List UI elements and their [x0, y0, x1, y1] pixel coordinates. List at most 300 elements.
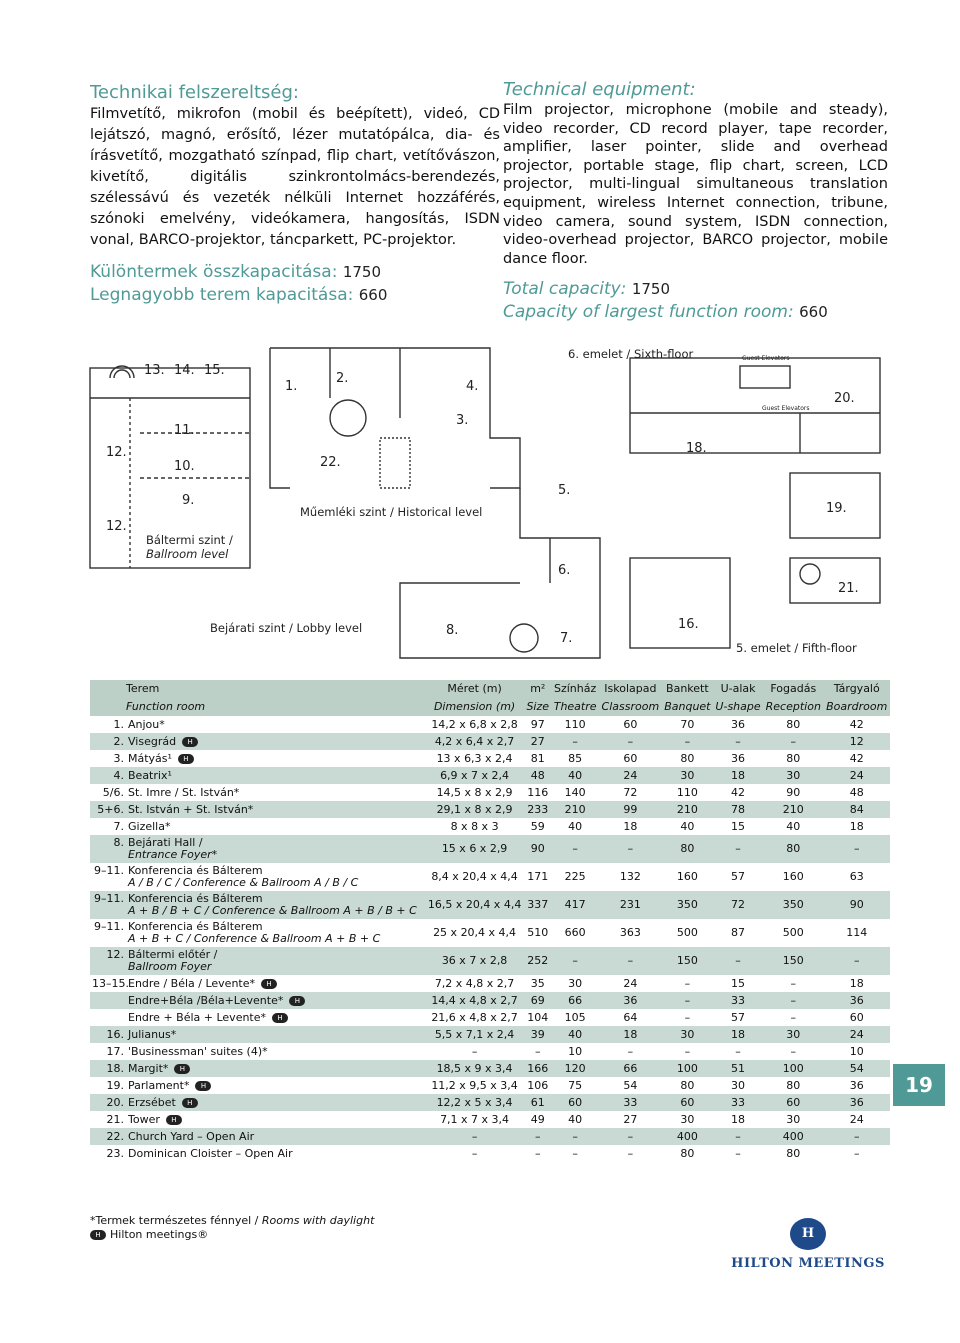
room-label-2: 2. [336, 371, 349, 386]
table-header-hu [90, 680, 890, 698]
cell-cl: 36 [599, 992, 662, 1009]
cell-u: – [713, 1043, 763, 1060]
historical-level-label: Műemléki szint / Historical level [300, 505, 483, 519]
cell-bo: – [823, 1128, 890, 1145]
cell-ba: 80 [662, 1145, 713, 1162]
cell-cl: – [599, 947, 662, 975]
cell-bo: 36 [823, 992, 890, 1009]
cell-u: 36 [713, 716, 763, 733]
cell-ba: 30 [662, 767, 713, 784]
cell-room [90, 1094, 425, 1111]
cell-ba: 400 [662, 1128, 713, 1145]
cell-dim: 7,2 x 4,8 x 2,7 [425, 975, 524, 992]
row-room-name: St. István + St. István* [128, 802, 254, 816]
cell-u: 87 [713, 919, 763, 947]
row-room-name: Endre + Béla + Levente* [128, 1010, 267, 1024]
table-header-en [90, 698, 890, 716]
table-row [90, 1026, 890, 1043]
cell-bo: 42 [823, 750, 890, 767]
cell-th: 417 [551, 891, 599, 919]
cell-m2: 27 [524, 733, 551, 750]
cell-re: 80 [763, 750, 823, 767]
row-room-name: Parlament* [128, 1078, 190, 1092]
cell-ba: 80 [662, 750, 713, 767]
hungarian-section [90, 82, 500, 307]
cell-m2: 61 [524, 1094, 551, 1111]
cell-m2: 90 [524, 835, 551, 863]
cell-th: 30 [551, 975, 599, 992]
cell-dim: 21,6 x 4,8 x 2,7 [425, 1009, 524, 1026]
cell-cl: 231 [599, 891, 662, 919]
room-label-22: 22. [320, 455, 341, 470]
cell-cl: 66 [599, 1060, 662, 1077]
cell-u: 18 [713, 767, 763, 784]
row-room-name: Visegrád [128, 734, 177, 748]
row-number: 21. [106, 1112, 124, 1126]
row-number: 7. [113, 819, 124, 833]
cell-u: – [713, 1145, 763, 1162]
row-number: 13–15. [92, 976, 129, 990]
row-number: 23. [106, 1146, 124, 1160]
row-room-name: Dominican Cloister – Open Air [128, 1146, 293, 1160]
cell-room [90, 891, 425, 919]
cell-dim: 14,5 x 8 x 2,9 [425, 784, 524, 801]
cell-bo: – [823, 947, 890, 975]
cell-th: 660 [551, 919, 599, 947]
row-number: 22. [106, 1129, 124, 1143]
cell-cl: – [599, 835, 662, 863]
cell-re: 500 [763, 919, 823, 947]
cell-dim: 36 x 7 x 2,8 [425, 947, 524, 975]
cell-ba: 110 [662, 784, 713, 801]
cell-dim: 25 x 20,4 x 4,4 [425, 919, 524, 947]
col-room: Terem [90, 680, 425, 698]
footnote-daylight-hu: *Termek természetes fénnyel / [90, 1214, 259, 1227]
table-row [90, 818, 890, 835]
cell-u: 33 [713, 1094, 763, 1111]
cell-u: – [713, 733, 763, 750]
hu-total-value: 1750 [342, 263, 382, 281]
cell-m2: 48 [524, 767, 551, 784]
cell-bo: 63 [823, 863, 890, 891]
cell-th: 40 [551, 1111, 599, 1128]
table-row [90, 891, 890, 919]
cell-cl: 18 [599, 1026, 662, 1043]
cell-ba: 100 [662, 1060, 713, 1077]
room-label-19: 19. [826, 501, 847, 516]
capacity-table [90, 680, 890, 1162]
cell-room [90, 767, 425, 784]
cell-dim: 11,2 x 9,5 x 3,4 [425, 1077, 524, 1094]
cell-u: 78 [713, 801, 763, 818]
hilton-meetings-icon: H [261, 979, 277, 989]
cell-bo: 90 [823, 891, 890, 919]
cell-cl: 363 [599, 919, 662, 947]
row-room-name: Margit* [128, 1061, 169, 1075]
cell-ba: 210 [662, 801, 713, 818]
table-row [90, 992, 890, 1009]
cell-ba: 80 [662, 835, 713, 863]
row-number: 19. [106, 1078, 124, 1092]
cell-re: – [763, 1043, 823, 1060]
cell-room [90, 863, 425, 891]
row-number: 1. [113, 717, 124, 731]
cell-u: 42 [713, 784, 763, 801]
cell-u: 15 [713, 975, 763, 992]
cell-th: – [551, 947, 599, 975]
room-label-21: 21. [838, 581, 859, 596]
cell-dim: 6,9 x 7 x 2,4 [425, 767, 524, 784]
cell-th: 60 [551, 1094, 599, 1111]
col-reception: Fogadás [763, 680, 823, 698]
guest-elevators-label-mid: Guest Elevators [762, 405, 810, 412]
cell-dim: 16,5 x 20,4 x 4,4 [425, 891, 524, 919]
en-capacity [503, 278, 888, 324]
row-room-name: 'Businessman' suites (4)* [128, 1044, 268, 1058]
col-room-en: Function room [90, 698, 425, 716]
cell-bo: 18 [823, 975, 890, 992]
cell-m2: 252 [524, 947, 551, 975]
cell-re: – [763, 992, 823, 1009]
cell-re: 160 [763, 863, 823, 891]
cell-u: – [713, 947, 763, 975]
en-total-label: Total capacity: [503, 279, 627, 300]
cell-room [90, 919, 425, 947]
cell-bo: 24 [823, 1026, 890, 1043]
cell-cl: 60 [599, 750, 662, 767]
cell-re: 30 [763, 1111, 823, 1128]
table-row [90, 1111, 890, 1128]
cell-th: 105 [551, 1009, 599, 1026]
cell-re: 80 [763, 835, 823, 863]
room-label-5: 5. [558, 483, 571, 498]
cell-re: 100 [763, 1060, 823, 1077]
fifth-floor-label: 5. emelet / Fifth-floor [736, 641, 857, 655]
room-label-14: 14. [174, 363, 195, 378]
col-dimension-en: Dimension (m) [425, 698, 524, 716]
cell-room [90, 1145, 425, 1162]
cell-u: 51 [713, 1060, 763, 1077]
row-room-subname: A + B + C / Conference & Ballroom A + B + C [128, 932, 381, 945]
cell-m2: 35 [524, 975, 551, 992]
historical-level-plan [270, 348, 520, 488]
room-label-15: 15. [204, 363, 225, 378]
table-row [90, 1128, 890, 1145]
room-label-12b: 12. [106, 519, 127, 534]
row-room-subname: A / B / C / Conference & Ballroom A / B / C [128, 876, 359, 889]
cell-re: 400 [763, 1128, 823, 1145]
cell-room [90, 1026, 425, 1043]
ballroom-level-label-hu: Báltermi szint / [146, 533, 233, 547]
cell-ba: 70 [662, 716, 713, 733]
row-number: 16. [106, 1027, 124, 1041]
cell-bo: 54 [823, 1060, 890, 1077]
row-number: 9–11. [94, 920, 124, 933]
row-room-name: Endre+Béla /Béla+Levente* [128, 993, 284, 1007]
row-number: 12. [106, 948, 124, 961]
cell-ba: – [662, 1009, 713, 1026]
row-room-name: St. Imre / St. István* [128, 785, 240, 799]
table-row [90, 919, 890, 947]
cell-re: 80 [763, 716, 823, 733]
row-number: 5/6. [102, 785, 124, 799]
room-label-8: 8. [446, 623, 459, 638]
hilton-meetings-icon: H [272, 1013, 288, 1023]
lobby-level-label: Bejárati szint / Lobby level [210, 621, 363, 635]
table-row [90, 975, 890, 992]
room-label-13: 13. [144, 363, 165, 378]
col-classroom: Iskolapad [599, 680, 662, 698]
cell-dim: 29,1 x 8 x 2,9 [425, 801, 524, 818]
table-row [90, 1145, 890, 1162]
table-row [90, 767, 890, 784]
cell-u: 57 [713, 863, 763, 891]
row-room-subname: Ballroom Foyer [128, 960, 212, 973]
cell-u: 15 [713, 818, 763, 835]
cell-room [90, 1111, 425, 1128]
cell-room [90, 975, 425, 992]
cell-u: 36 [713, 750, 763, 767]
cell-cl: – [599, 1128, 662, 1145]
cell-ba: 60 [662, 1094, 713, 1111]
cell-room [90, 801, 425, 818]
room-label-7: 7. [560, 631, 573, 646]
hilton-logo-icon: H [790, 1218, 826, 1250]
cell-re: 90 [763, 784, 823, 801]
cell-dim: 7,1 x 7 x 3,4 [425, 1111, 524, 1128]
table-row [90, 784, 890, 801]
hilton-meetings-icon: H [289, 996, 305, 1006]
cell-th: – [551, 733, 599, 750]
cell-m2: 510 [524, 919, 551, 947]
cell-bo: 36 [823, 1094, 890, 1111]
col-classroom-en: Classroom [599, 698, 662, 716]
cell-dim: 8 x 8 x 3 [425, 818, 524, 835]
cell-u: 57 [713, 1009, 763, 1026]
cell-cl: 99 [599, 801, 662, 818]
cell-m2: 69 [524, 992, 551, 1009]
footnote-daylight-en: Rooms with daylight [261, 1214, 375, 1227]
cell-ba: 150 [662, 947, 713, 975]
cell-u: – [713, 1128, 763, 1145]
cell-room [90, 733, 425, 750]
row-number: 20. [106, 1095, 124, 1109]
table-row [90, 835, 890, 863]
cell-th: 40 [551, 1026, 599, 1043]
hu-heading: Technikai felszereltség: [90, 82, 299, 103]
row-room-name: Konferencia és Bálterem [128, 892, 263, 905]
room-label-3: 3. [456, 413, 469, 428]
table-row [90, 947, 890, 975]
cell-m2: 81 [524, 750, 551, 767]
row-room-name: Erzsébet [128, 1095, 176, 1109]
cell-cl: 24 [599, 767, 662, 784]
cell-u: 33 [713, 992, 763, 1009]
cell-cl: 64 [599, 1009, 662, 1026]
ballroom-level-label-en: Ballroom level [146, 547, 229, 561]
row-number: 9–11. [94, 864, 124, 877]
cell-room [90, 784, 425, 801]
cell-m2: 49 [524, 1111, 551, 1128]
hilton-meetings-logo [728, 1218, 888, 1271]
cell-ba: – [662, 975, 713, 992]
cell-m2: – [524, 1128, 551, 1145]
footnote-hilton-meetings: Hilton meetings® [110, 1228, 209, 1241]
cell-m2: – [524, 1145, 551, 1162]
table-row [90, 1094, 890, 1111]
cell-room [90, 818, 425, 835]
row-room-name: Gizella* [128, 819, 171, 833]
cell-u: 18 [713, 1026, 763, 1043]
cell-bo: – [823, 1145, 890, 1162]
cell-th: – [551, 835, 599, 863]
cell-room [90, 1060, 425, 1077]
cell-bo: 24 [823, 767, 890, 784]
hilton-meetings-icon: H [166, 1115, 182, 1125]
row-number: 8. [113, 836, 124, 849]
table-row [90, 716, 890, 733]
cell-th: – [551, 1128, 599, 1145]
cell-ba: 30 [662, 1026, 713, 1043]
cell-re: – [763, 1009, 823, 1026]
cell-dim: 8,4 x 20,4 x 4,4 [425, 863, 524, 891]
cell-dim: – [425, 1043, 524, 1060]
room-label-20: 20. [834, 391, 855, 406]
cell-m2: 106 [524, 1077, 551, 1094]
cell-ba: 350 [662, 891, 713, 919]
col-size-en: Size [524, 698, 551, 716]
cell-dim: – [425, 1145, 524, 1162]
cell-m2: 171 [524, 863, 551, 891]
page-number: 19 [893, 1064, 945, 1106]
room-label-16: 16. [678, 617, 699, 632]
cell-m2: 97 [524, 716, 551, 733]
cell-bo: 18 [823, 818, 890, 835]
cell-re: 40 [763, 818, 823, 835]
hu-total-label: Különtermek összkapacitása: [90, 262, 338, 282]
hu-equipment-text: Filmvetítő, mikrofon (mobil és beépített), videó, CD lejátszó, magnó, erősítő, lézer mutatópálca, dia- és írásvetítő, mozgatható színpad, flip chart, vetítővászon, kivetítő, digitális szinkrontolmács-berendezés, szélessávú és vezeték nélküli Internet hozzáférés, szónoki emelvény, videókamera, hangosítás, ISDN vonal, BARCO-projektor, táncparkett, PC-projektor. [90, 106, 500, 248]
cell-re: – [763, 733, 823, 750]
hu-largest-label: Legnagyobb terem kapacitása: [90, 285, 354, 305]
logo-text: HILTON MEETINGS [731, 1256, 885, 1271]
cell-bo: 48 [823, 784, 890, 801]
cell-re: 350 [763, 891, 823, 919]
en-largest-label: Capacity of largest function room: [503, 302, 794, 323]
cell-bo: 36 [823, 1077, 890, 1094]
sixth-floor-label: 6. emelet / Sixth-floor [568, 347, 694, 361]
table-row [90, 1060, 890, 1077]
cell-ba: – [662, 1043, 713, 1060]
en-heading: Technical equipment: [503, 79, 696, 100]
cell-dim: 15 x 6 x 2,9 [425, 835, 524, 863]
cell-room [90, 716, 425, 733]
cell-re: 150 [763, 947, 823, 975]
cell-dim: 14,4 x 4,8 x 2,7 [425, 992, 524, 1009]
cell-m2: 116 [524, 784, 551, 801]
cell-bo: 24 [823, 1111, 890, 1128]
cell-dim: 4,2 x 6,4 x 2,7 [425, 733, 524, 750]
cell-th: 40 [551, 818, 599, 835]
cell-th: 140 [551, 784, 599, 801]
table-row [90, 750, 890, 767]
cell-cl: 18 [599, 818, 662, 835]
cell-re: 80 [763, 1077, 823, 1094]
cell-m2: 104 [524, 1009, 551, 1026]
table-row [90, 863, 890, 891]
cell-cl: 24 [599, 975, 662, 992]
cell-room [90, 992, 425, 1009]
col-boardroom: Tárgyaló [823, 680, 890, 698]
col-u-shape-en: U-shape [713, 698, 763, 716]
room-label-18: 18. [686, 441, 707, 456]
cell-cl: 72 [599, 784, 662, 801]
cell-bo: 84 [823, 801, 890, 818]
table-row [90, 733, 890, 750]
room-label-9: 9. [182, 493, 195, 508]
row-room-name: Bejárati Hall / [128, 836, 203, 849]
row-number: 2. [113, 734, 124, 748]
cell-th: 85 [551, 750, 599, 767]
cell-cl: 33 [599, 1094, 662, 1111]
cell-ba: 30 [662, 1111, 713, 1128]
col-boardroom-en: Boardroom [823, 698, 890, 716]
cell-th: 75 [551, 1077, 599, 1094]
cell-cl: 132 [599, 863, 662, 891]
row-room-subname: Entrance Foyer* [128, 848, 218, 861]
cell-dim: 13 x 6,3 x 2,4 [425, 750, 524, 767]
table-row [90, 1009, 890, 1026]
row-room-name: Tower [128, 1112, 160, 1126]
room-label-10: 10. [174, 459, 195, 474]
cell-bo: 60 [823, 1009, 890, 1026]
cell-cl: 27 [599, 1111, 662, 1128]
row-room-name: Mátyás¹ [128, 751, 172, 765]
table-row [90, 1043, 890, 1060]
hilton-meetings-icon: H [178, 754, 194, 764]
row-number: 3. [113, 751, 124, 765]
cell-th: 110 [551, 716, 599, 733]
hilton-meetings-icon: H [174, 1064, 190, 1074]
floor-plans [80, 338, 890, 678]
en-largest-value: 660 [799, 303, 828, 322]
hu-capacity [90, 261, 500, 307]
footnote [90, 1214, 374, 1242]
row-room-name: Báltermi előtér / [128, 948, 218, 961]
cell-room [90, 1077, 425, 1094]
cell-th: 66 [551, 992, 599, 1009]
row-room-name: Konferencia és Bálterem [128, 920, 263, 933]
col-banquet: Bankett [662, 680, 713, 698]
cell-room [90, 835, 425, 863]
cell-re: 60 [763, 1094, 823, 1111]
cell-ba: 500 [662, 919, 713, 947]
cell-dim: 14,2 x 6,8 x 2,8 [425, 716, 524, 733]
cell-m2: 59 [524, 818, 551, 835]
en-equipment-text: Film projector, microphone (mobile and steady), video recorder, CD record player, tape recorder, amplifier, laser pointer, slide and overhead projector, portable stage, flip chart, screen, LCD projector, multi-lingual simultaneous translation equipment, wireless Internet connection, tribune, video camera, sound system, ISDN connection, video-overhead projector, BARCO projector, mobile dance floor. [503, 102, 888, 267]
hilton-meetings-icon: H [182, 1098, 198, 1108]
row-room-name: Julianus* [128, 1027, 177, 1041]
cell-th: 40 [551, 767, 599, 784]
cell-re: – [763, 975, 823, 992]
cell-bo: – [823, 835, 890, 863]
room-label-11: 11. [174, 423, 195, 438]
cell-room [90, 750, 425, 767]
cell-dim: 5,5 x 7,1 x 2,4 [425, 1026, 524, 1043]
cell-bo: 12 [823, 733, 890, 750]
cell-room [90, 1009, 425, 1026]
col-theatre: Színház [551, 680, 599, 698]
cell-u: 18 [713, 1111, 763, 1128]
